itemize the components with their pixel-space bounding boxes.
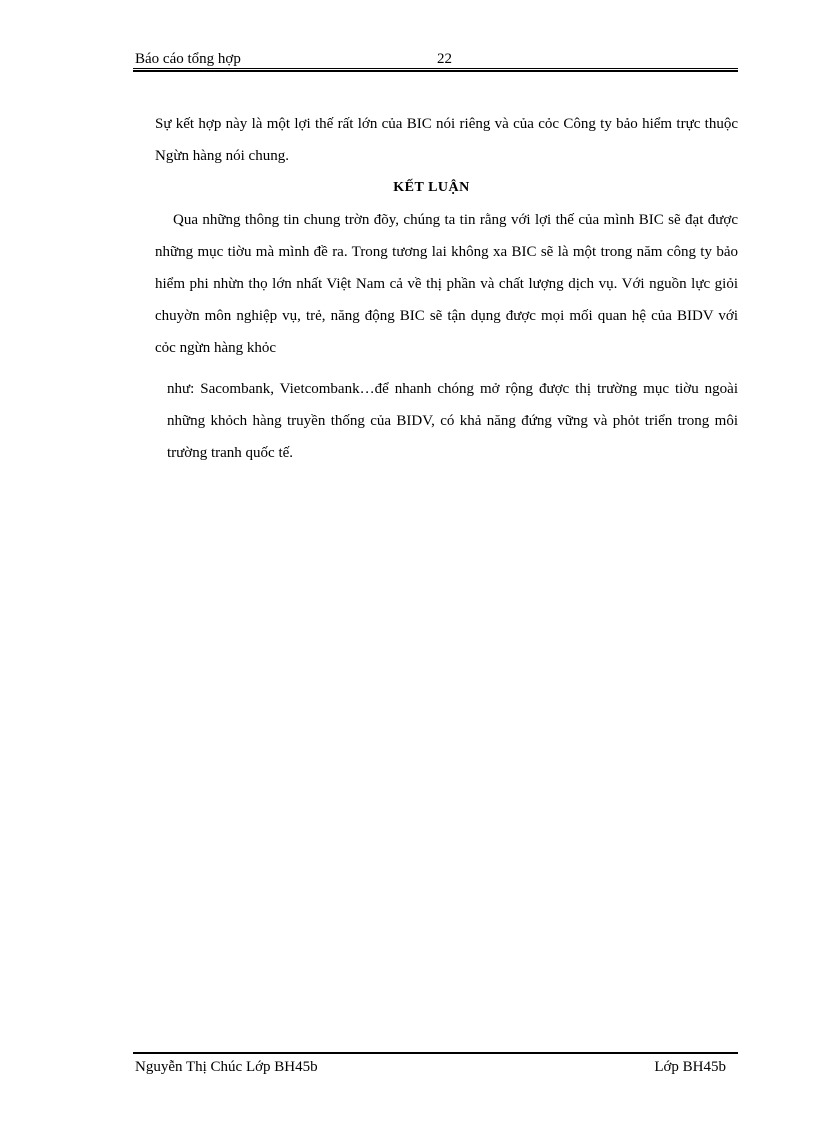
footer-class: Lớp BH45b [654, 1059, 726, 1075]
paragraph-intro: Sự kết hợp này là một lợi thế rất lớn của BIC nói riêng và của cỏc Công ty bảo hiểm trực thuộc Ngừn hàng nói chung. [155, 116, 738, 164]
header-title: Báo cáo tổng hợp [135, 51, 241, 67]
paragraph-conclusion: Qua những thông tin chung trờn đõy, chúng ta tin rằng với lợi thế của mình BIC sẽ đạt được những mục tiờu mà mình đề ra. Trong tương lai không xa BIC sẽ là một trong năm công ty bảo hiểm phi nhừn thọ lớn nhất Việt Nam cả về thị phần và chất lượng dịch vụ. Với nguồn lực giỏi chuyờn môn nghiệp vụ, trẻ, năng động BIC sẽ tận dụng được mọi mối quan hệ của BIDV với cỏc ngừn hàng khỏc [155, 212, 738, 356]
document-body [155, 108, 738, 469]
header-rule-thin [133, 68, 738, 69]
footer-rule [133, 1052, 738, 1054]
page-header [133, 50, 738, 70]
section-heading-conclusion: KẾT LUẬN [393, 180, 470, 195]
paragraph-conclusion-continued: như: Sacombank, Vietcombank…để nhanh chóng mở rộng được thị trường mục tiờu ngoài những khỏch hàng truyền thống của BIDV, có khả năng đứng vững và phỏt triển trong môi trường tranh quốc tế. [167, 381, 738, 461]
footer-author: Nguyễn Thị Chúc Lớp BH45b [135, 1059, 318, 1075]
header-rule-thick [133, 70, 738, 72]
page-number: 22 [437, 51, 452, 67]
